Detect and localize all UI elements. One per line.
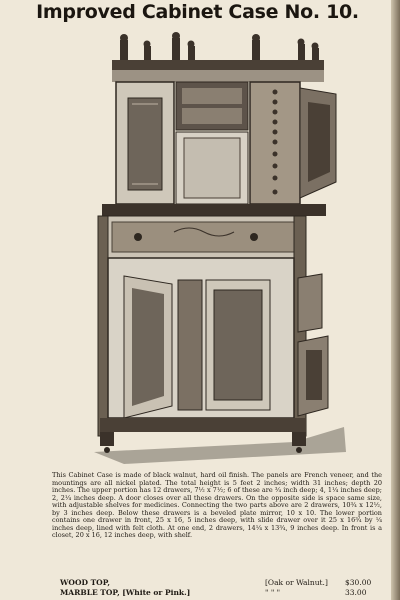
page-edge (391, 0, 400, 600)
cabinet-illustration (84, 32, 352, 464)
description-text: This Cabinet Case is made of black walnut, hard oil finish. The panels are French veneer, and the mountings are all nickel plated. The total height is 5 feet 2 inches; width 31 inches; depth 20 inches. The upper portion has 12 drawers, 7½ x 7½; 6 of these are ¾ inch deep; 4, 1¼ inches deep; 2, 2¼ inches deep. A door closes over all these drawers. On the opposite side is space same size, with adjustable shelves for medicines. Connecting the two parts above are 2 drawers, 10¾ x 12½, by 3 inches deep. Below these drawers is a beveled plate mirror, 10 x 10. The lower portion contains one drawer in front, 25 x 16, 5 inches deep, with slide drawer over it 25 x 16¾ by ¼ inches deep, lined with felt cloth. At one end, 2 drawers, 14¼ x 13¾, 9 inches deep. In front is a closet, 20 x 16, 12 inches deep, with shelf. (52, 471, 382, 539)
price-label: WOOD TOP, (60, 578, 111, 587)
price-amount: 33.00 (345, 588, 367, 597)
product-description (52, 472, 382, 540)
price-amount: $30.00 (345, 578, 372, 587)
price-label: MARBLE TOP, [White or Pink.] (60, 588, 191, 597)
price-note: [Oak or Walnut.] (265, 578, 328, 587)
price-note: " " " (265, 588, 281, 597)
page-title: Improved Cabinet Case No. 10. (36, 1, 359, 23)
